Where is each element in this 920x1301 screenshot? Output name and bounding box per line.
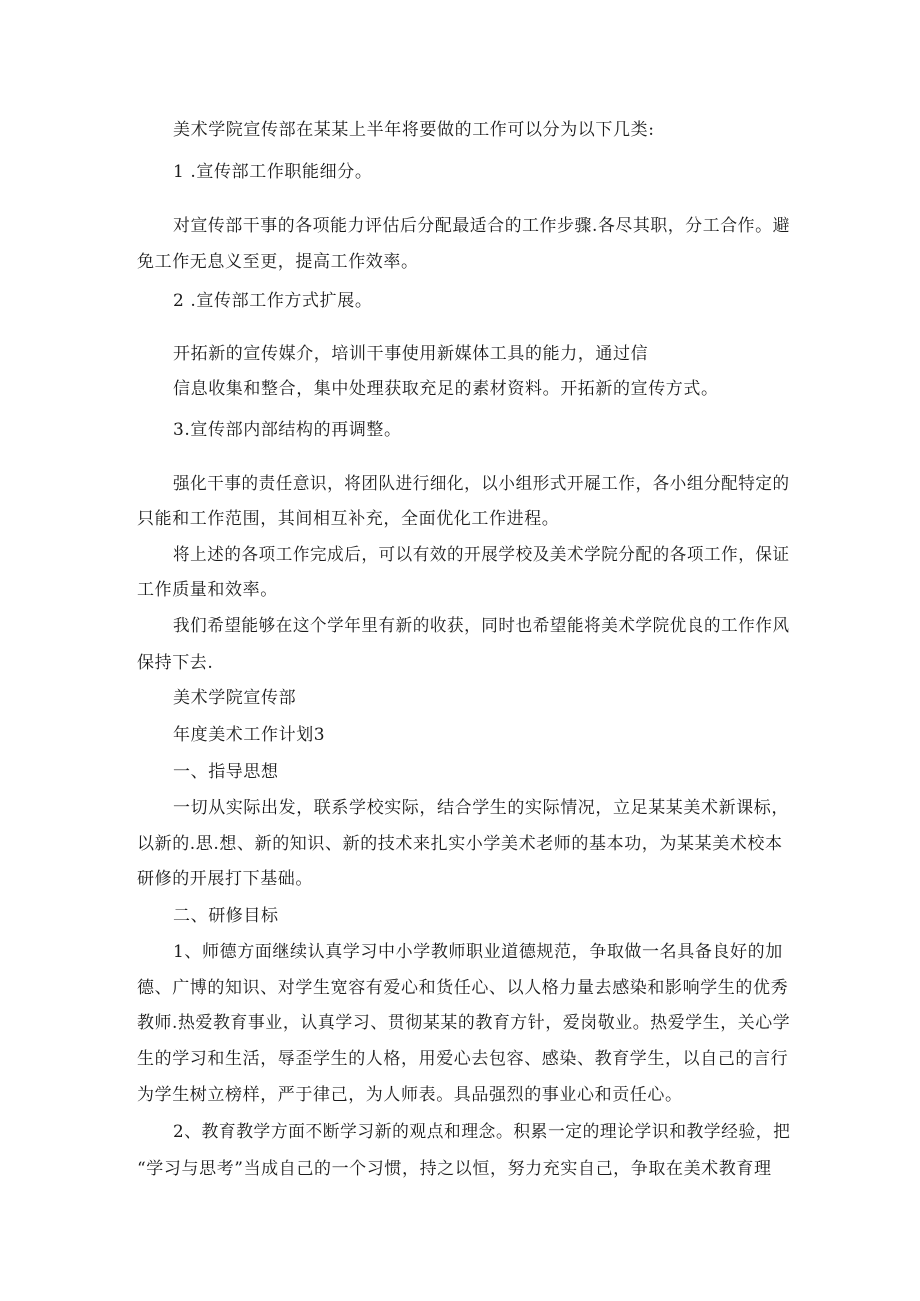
intro-line: 美术学院宣传部在某某上半年将要做的工作可以分为以下几类: xyxy=(173,120,655,140)
item3-body-line: 只能和工作范围，其间相互补充，全面优化工作进程。 xyxy=(137,509,560,529)
paragraph-line: 以新的.思.想、新的知识、新的技术来扎实小学美术老师的基本功，为某某美术校本 xyxy=(137,834,783,854)
item2-body-line: 开拓新的宣传媒介，培训干事使用新媒体工具的能力，通过信 xyxy=(173,344,649,364)
section-title: 一、指导思想 xyxy=(173,762,279,782)
paragraph-line: 德、广博的知识、对学生宽容有爱心和货任心、以人格力量去感染和影响学生的优秀 xyxy=(137,978,789,998)
paragraph-line: 研修的开展打下基础。 xyxy=(137,869,313,889)
plan-title: 年度美术工作计划3 xyxy=(173,725,326,745)
paragraph-line: 2、教育教学方面不断学习新的观点和理念。积累一定的理论学识和教学经验，把 xyxy=(173,1122,791,1142)
paragraph-line: 保持下去. xyxy=(137,653,214,673)
paragraph-line: 将上述的各项工作完成后，可以有效的开展学校及美术学院分配的各项工作，保证 xyxy=(173,545,790,565)
item3-body-line: 强化干事的责任意识，将团队进行细化，以小组形式开屣工作，各小组分配特定的 xyxy=(173,474,790,494)
paragraph-line: “学习与思考”当成自己的一个习惯，持之以恒，努力充实自己，争取在美术教育理 xyxy=(137,1159,772,1179)
paragraph-line: 工作质量和效率。 xyxy=(137,580,278,600)
paragraph-line: 1、师德方面继续认真学习中小学教师职业道德规范，争取做一名具备良好的加 xyxy=(173,942,783,962)
signature: 美术学院宣传部 xyxy=(173,688,297,708)
item3-title: 3.宣传部内部结构的再调整。 xyxy=(173,420,402,440)
paragraph-line: 生的学习和生活，辱歪学生的人格，用爱心去包容、感染、教育学生，以自己的言行 xyxy=(137,1049,789,1069)
section-title: 二、研修目标 xyxy=(173,906,279,926)
paragraph-line: 我们希望能够在这个学年里有新的收获，同时也希望能将美术学院优良的工作作风 xyxy=(173,616,790,636)
item2-title: 2 .宣传部工作方式扩展。 xyxy=(173,291,373,311)
paragraph-line: 教师.热爱教育事业，认真学习、贯彻某某的教育方针，爱岗敬业。热爱学生，关心学 xyxy=(137,1013,791,1033)
item1-title: 1 .宣传部工作职能细分。 xyxy=(173,162,373,182)
paragraph-line: 为学生树立榜样，严于律己，为人师表。具品强烈的事业心和贡任心。 xyxy=(137,1085,683,1105)
item2-body-line: 信息收集和整合，集中处理获取充足的素材资料。开拓新的宣传方式。 xyxy=(173,379,719,399)
paragraph-line: 一切从实际出发，联系学校实际，结合学生的实际情况，立足某某美术新课标， xyxy=(173,798,789,818)
item1-body-line: 对宣传部干事的各项能力评估后分配最适合的工作步骤.各尽其职，分工合作。避 xyxy=(173,216,791,236)
item1-body-line: 免工作无息义至更，提高工作效率。 xyxy=(137,252,419,272)
